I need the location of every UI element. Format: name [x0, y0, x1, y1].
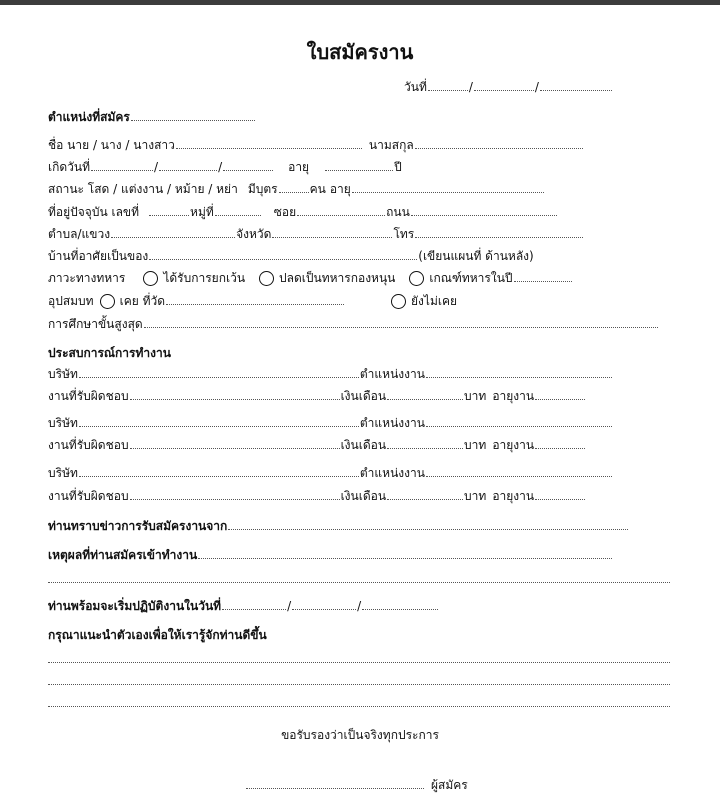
subdistrict-field[interactable]: [111, 236, 235, 238]
province-label: จังหวัด: [236, 227, 272, 241]
ordination-yes-radio[interactable]: [100, 294, 115, 309]
duty-field[interactable]: [130, 498, 340, 500]
military-option-reserve: ปลดเป็นทหารกองหนุน: [279, 271, 396, 285]
date-sep: /: [468, 80, 473, 94]
ordination-no-radio[interactable]: [391, 294, 406, 309]
page-title: ใบสมัครงาน: [306, 40, 414, 64]
company-field[interactable]: [79, 425, 359, 427]
salary-label: เงินเดือน: [340, 489, 387, 503]
baht-label: บาท: [464, 389, 487, 403]
soi-label: ซอย: [273, 205, 297, 219]
children-label: มีบุตร: [247, 182, 278, 196]
education-field[interactable]: [144, 326, 658, 328]
military-row: [48, 265, 573, 285]
birth-day-field[interactable]: [91, 169, 153, 171]
soi-field[interactable]: [297, 214, 385, 216]
first-name-field[interactable]: [176, 147, 362, 149]
date-month-field[interactable]: [474, 89, 534, 91]
start-date-sep: /: [357, 599, 362, 613]
tenure-label: อายุงาน: [492, 438, 535, 452]
duty-label: งานที่รับผิดชอบ: [48, 389, 129, 403]
intro-field[interactable]: [48, 705, 670, 707]
home-owner-row: [48, 243, 534, 263]
start-date-row: [48, 593, 439, 613]
date-row: [404, 74, 613, 94]
company-label: บริษัท: [48, 466, 78, 480]
reason-field-extra[interactable]: [48, 581, 670, 583]
tenure-field[interactable]: [535, 498, 585, 500]
intro-field[interactable]: [48, 661, 670, 663]
salary-label: เงินเดือน: [340, 438, 387, 452]
job-title-label: ตำแหน่งงาน: [359, 367, 425, 381]
address-row-2: [48, 221, 584, 241]
duty-label: งานที่รับผิดชอบ: [48, 489, 129, 503]
position-label: ตำแหน่งที่สมัคร: [48, 110, 130, 124]
reason-label: เหตุผลที่ท่านสมัครเข้าทำงาน: [48, 548, 198, 562]
signature-row: [246, 772, 468, 792]
birth-month-field[interactable]: [159, 169, 217, 171]
reason-field[interactable]: [198, 557, 612, 559]
source-row: [48, 513, 629, 533]
home-owner-label: บ้านที่อาศัยเป็นของ: [48, 249, 149, 263]
phone-label: โทร: [393, 227, 415, 241]
birth-year-field[interactable]: [223, 169, 273, 171]
children-age-field[interactable]: [352, 191, 544, 193]
source-label: ท่านทราบข่าวการรับสมัครงานจาก: [48, 519, 228, 533]
position-field[interactable]: [131, 119, 255, 121]
experience-duty-row: [48, 383, 586, 403]
start-year-field[interactable]: [362, 608, 438, 610]
intro-line: [48, 646, 671, 666]
age-label: อายุ: [288, 160, 310, 174]
person-label: คน: [309, 182, 326, 196]
house-no-field[interactable]: [149, 214, 189, 216]
duty-label: งานที่รับผิดชอบ: [48, 438, 129, 452]
children-count-field[interactable]: [279, 191, 309, 193]
education-label: การศึกษาขั้นสูงสุด: [48, 317, 143, 331]
experience-company-row: [48, 460, 613, 480]
military-reserve-radio[interactable]: [259, 271, 274, 286]
address-row-1: [48, 199, 558, 219]
age-field[interactable]: [325, 169, 393, 171]
status-row: [48, 176, 545, 196]
education-row: [48, 311, 659, 331]
experience-duty-row: [48, 483, 586, 503]
intro-line: [48, 690, 671, 710]
draft-year-field[interactable]: [514, 280, 572, 282]
date-day-field[interactable]: [428, 89, 468, 91]
moo-field[interactable]: [215, 214, 261, 216]
duty-field[interactable]: [130, 447, 340, 449]
military-exempt-radio[interactable]: [143, 271, 158, 286]
province-field[interactable]: [272, 236, 392, 238]
address-label: ที่อยู่ปัจจุบัน เลขที่: [48, 205, 140, 219]
children-age-label: อายุ: [329, 182, 351, 196]
road-field[interactable]: [411, 214, 557, 216]
birth-sep: /: [154, 160, 159, 174]
start-date-sep: /: [287, 599, 292, 613]
experience-duty-row: [48, 432, 586, 452]
subdistrict-label: ตำบล/แขวง: [48, 227, 111, 241]
tenure-label: อายุงาน: [492, 389, 535, 403]
company-field[interactable]: [79, 475, 359, 477]
birth-label: เกิดวันที่: [48, 160, 91, 174]
year-label: ปี: [394, 160, 402, 174]
start-day-field[interactable]: [222, 608, 286, 610]
signature-field[interactable]: [246, 787, 424, 789]
birth-row: [48, 154, 402, 174]
salary-field[interactable]: [387, 498, 463, 500]
map-note: (เขียนแผนที่ ด้านหลัง): [418, 249, 534, 263]
start-month-field[interactable]: [292, 608, 356, 610]
name-row: [48, 132, 584, 152]
intro-row: [48, 622, 267, 642]
company-label: บริษัท: [48, 367, 78, 381]
company-field[interactable]: [79, 376, 359, 378]
tenure-field[interactable]: [535, 398, 585, 400]
salary-field[interactable]: [387, 447, 463, 449]
experience-company-row: [48, 361, 613, 381]
phone-field[interactable]: [415, 236, 583, 238]
experience-heading-row: [48, 340, 171, 360]
reason-row-extra: [48, 566, 671, 586]
birth-sep: /: [218, 160, 223, 174]
ordination-label: อุปสมบท: [48, 294, 94, 308]
moo-label: หมู่ที่: [190, 205, 214, 219]
military-option-exempt: ได้รับการยกเว้น: [163, 271, 246, 285]
job-title-field[interactable]: [426, 376, 612, 378]
intro-label: กรุณาแนะนำตัวเองเพื่อให้เรารู้จักท่านดีขึ้น: [48, 628, 267, 642]
certify-text: ขอรับรองว่าเป็นจริงทุกประการ: [281, 728, 439, 742]
position-row: [48, 104, 256, 124]
job-title-field[interactable]: [426, 425, 612, 427]
baht-label: บาท: [464, 438, 487, 452]
tenure-label: อายุงาน: [492, 489, 535, 503]
baht-label: บาท: [464, 489, 487, 503]
intro-line: [48, 668, 671, 688]
intro-field[interactable]: [48, 683, 670, 685]
road-label: ถนน: [386, 205, 410, 219]
ordination-row: [48, 288, 457, 308]
ordination-yes-label: เคย ที่วัด: [119, 294, 166, 308]
temple-field[interactable]: [166, 303, 344, 305]
tenure-field[interactable]: [535, 447, 585, 449]
home-owner-field[interactable]: [149, 258, 417, 260]
experience-heading: ประสบการณ์การทำงาน: [48, 346, 171, 360]
certify-row: [0, 722, 720, 742]
military-option-draft: เกณฑ์ทหารในปี: [429, 271, 513, 285]
surname-field[interactable]: [415, 147, 583, 149]
job-title-label: ตำแหน่งงาน: [359, 416, 425, 430]
military-draft-radio[interactable]: [409, 271, 424, 286]
job-title-label: ตำแหน่งงาน: [359, 466, 425, 480]
company-label: บริษัท: [48, 416, 78, 430]
name-prefix-label: ชื่อ นาย / นาง / นางสาว: [48, 138, 175, 152]
status-label: สถานะ โสด / แต่งงาน / หม้าย / หย่า: [48, 182, 238, 196]
surname-label: นามสกุล: [368, 138, 414, 152]
start-date-label: ท่านพร้อมจะเริ่มปฏิบัติงานในวันที่: [48, 599, 222, 613]
date-year-field[interactable]: [540, 89, 612, 91]
ordination-no-label: ยังไม่เคย: [411, 294, 458, 308]
duty-field[interactable]: [130, 398, 340, 400]
top-border: [0, 0, 720, 5]
job-title-field[interactable]: [426, 475, 612, 477]
date-sep: /: [534, 80, 539, 94]
date-label: วันที่: [404, 80, 427, 94]
salary-label: เงินเดือน: [340, 389, 387, 403]
source-field[interactable]: [228, 528, 628, 530]
military-label: ภาวะทางทหาร: [48, 271, 126, 285]
reason-row: [48, 542, 613, 562]
experience-company-row: [48, 410, 613, 430]
salary-field[interactable]: [387, 398, 463, 400]
applicant-label: ผู้สมัคร: [431, 778, 468, 792]
